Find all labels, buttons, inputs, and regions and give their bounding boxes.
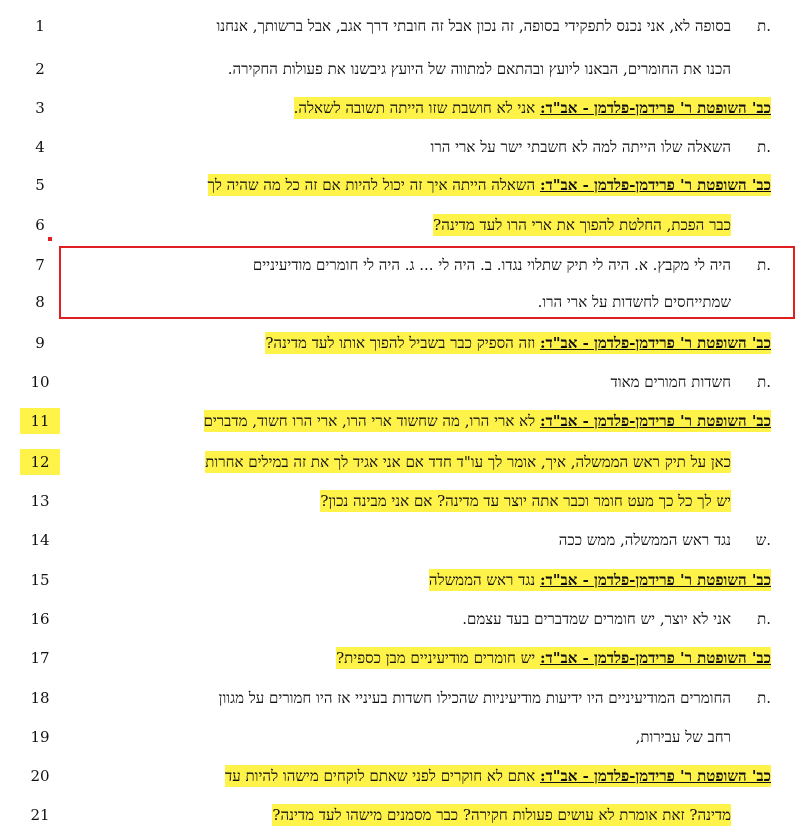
annotation-dot [48,237,52,241]
line-number: 3 [35,99,45,117]
judge-label: כב' השופטת ר' פרידמן-פלדמן - אב"ד: [539,99,771,117]
line-text: אני לא יוצר, יש חומרים שמדברים בעד עצמם. [462,610,731,628]
line-number: 10 [30,373,50,391]
transcript-line [0,13,801,39]
line-text: הכנו את החומרים, הבאנו ליועץ ובהתאם למתווה של היועץ גיבשנו את פעולות החקירה. [227,60,731,78]
line-number: 12 [20,449,60,475]
line-number: 8 [35,293,45,311]
transcript-line [0,763,801,789]
line-number: 9 [35,334,45,352]
line-text: החומרים המודיעיניים היו ידיעות מודיעיניות שהכילו חשדות בעיניי אז היו חמורים על מגוון [218,689,731,707]
transcript-line [0,645,801,671]
line-number: 4 [35,138,45,156]
transcript-line [0,212,801,238]
transcript-line [0,685,801,711]
line-number: 7 [35,256,45,274]
line-text: לא ארי הרו, מה שחשוד ארי הרו, ארי הרו חשוד, מדברים [203,412,540,430]
transcript-line [0,606,801,632]
line-text: אתם לא חוקרים לפני שאתם לוקחים מישהו להיות עד [225,767,540,785]
speaker-label: ת. [757,689,771,707]
line-text: היה לי מקבץ. א. היה לי תיק שתלוי נגדו. ב. היה לי ... ג. היה לי חומרים מודיעיניים [252,256,731,274]
line-text: מדינה? זאת אומרת לא עושים פעולות חקירה? כבר מסמנים מישהו לעד מדינה? [272,806,731,824]
line-number: 21 [30,806,50,824]
transcript-line [0,527,801,553]
line-number: 11 [20,408,60,434]
line-number: 20 [30,767,50,785]
transcript-line [0,802,801,828]
transcript-line [0,724,801,750]
transcript-line [0,330,801,356]
line-number: 17 [30,649,50,667]
speaker-label: ש. [755,531,771,549]
judge-label: כב' השופטת ר' פרידמן-פלדמן - אב"ד: [539,767,771,785]
line-number: 19 [30,728,50,746]
line-text: אני לא חושבת שזו הייתה תשובה לשאלה. [293,99,540,117]
line-number: 14 [30,531,50,549]
transcript-line [0,488,801,514]
line-text: כאן על תיק ראש הממשלה, איך, אומר לך עו"ד חדד אם אני אגיד לך את זה במילים אחרות [205,453,731,471]
speaker-label: ת. [757,373,771,391]
speaker-label: ת. [757,17,771,35]
speaker-label: ת. [757,256,771,274]
line-number: 5 [35,176,45,194]
speaker-label: ת. [757,138,771,156]
transcript-line [0,56,801,82]
line-text: יש לך כל כך מעט חומר וכבר אתה יוצר עד מדינה? אם אני מבינה נכון? [320,492,731,510]
line-number: 1 [35,17,45,35]
line-text: רחב של עבירות, [635,728,731,746]
line-text: כבר הפכת, החלטת להפוך את ארי הרו לעד מדינה? [433,216,731,234]
transcript-line [0,567,801,593]
transcript-line [0,408,801,434]
line-text: שמתייחסים לחשדות על ארי הרו. [537,293,731,311]
judge-label: כב' השופטת ר' פרידמן-פלדמן - אב"ד: [539,649,771,667]
line-text: וזה הספיק כבר בשביל להפוך אותו לעד מדינה? [265,334,540,352]
line-text: נגד ראש הממשלה [428,571,540,589]
transcript-line [0,172,801,198]
line-number: 2 [35,60,45,78]
transcript-line [0,369,801,395]
transcript-line [0,449,801,475]
line-number: 16 [30,610,50,628]
line-text: יש חומרים מודיעיניים מבן כספית? [336,649,540,667]
transcript-line [0,95,801,121]
judge-label: כב' השופטת ר' פרידמן-פלדמן - אב"ד: [539,571,771,589]
line-text: בסופה לא, אני נכנס לתפקידי בסופה, זה נכון אבל זה חובתי דרך אגב, אבל ברשותך, אנחנו [216,17,731,35]
judge-label: כב' השופטת ר' פרידמן-פלדמן - אב"ד: [539,334,771,352]
line-text: נגד ראש הממשלה, ממש ככה [558,531,731,549]
judge-label: כב' השופטת ר' פרידמן-פלדמן - אב"ד: [539,412,771,430]
transcript-line [0,134,801,160]
line-text: השאלה שלו הייתה למה לא חשבתי ישר על ארי הרו [430,138,731,156]
line-number: 6 [35,216,45,234]
speaker-label: ת. [757,610,771,628]
line-text: השאלה הייתה איך זה יכול להיות אם זה כל מה שהיה לך [207,176,540,194]
annotation-box [59,246,795,319]
line-number: 18 [30,689,50,707]
line-number: 15 [30,571,50,589]
line-number: 13 [30,492,50,510]
line-text: חשדות חמורים מאוד [610,373,731,391]
judge-label: כב' השופטת ר' פרידמן-פלדמן - אב"ד: [539,176,771,194]
